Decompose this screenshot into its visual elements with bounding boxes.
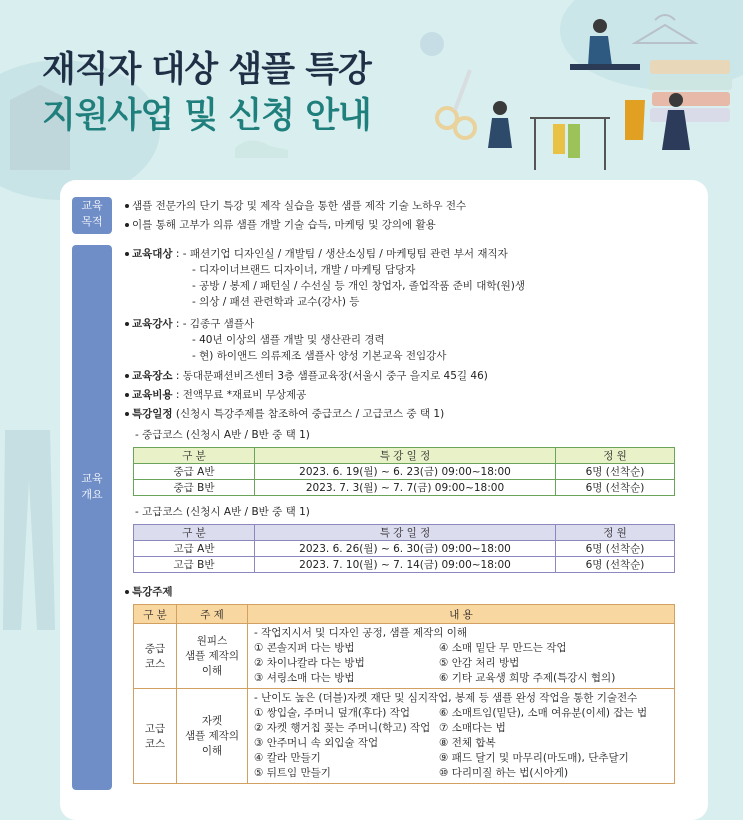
content-cell: - 작업지시서 및 디자인 공정, 샘플 제작의 이해 ① 콘솔지퍼 다는 방법 ② 차이나칼라 다는 방법 ③ 셔링소매 다는 방법 ④ 소매 밑단 무 만드는 작업 ⑤ 안감 처리 방법 ⑥ 기타 교육생 희망 주제(특강시 협의) — [248, 624, 675, 689]
course-cell: 고급 코스 — [134, 689, 177, 784]
cost-line: 교육비용 : 전액무료 *재료비 무상제공 — [125, 388, 306, 403]
title-line2: 지원사업 및 신청 안내 — [42, 96, 371, 136]
table-header: 구 분 — [134, 525, 255, 541]
course-cell: 중급 코스 — [134, 624, 177, 689]
target-line: - 디자이너브랜드 디자이너, 개발 / 마케팅 담당자 — [192, 264, 416, 276]
lecturer-line: - 40년 이상의 샘플 개발 및 생산관리 경력 — [192, 334, 385, 346]
purpose-line: 이를 통해 고부가 의류 샘플 개발 기술 습득, 마케팅 및 강의에 활용 — [125, 218, 436, 233]
table-header: 내 용 — [248, 605, 675, 624]
target-line: - 공방 / 봉제 / 패턴실 / 수선실 등 개인 창업자, 졸업작품 준비 대학(원)생 — [192, 280, 526, 292]
purpose-line: 샘플 전문가의 단기 특강 및 제작 실습을 통한 샘플 제작 기술 노하우 전수 — [125, 199, 466, 214]
topics-heading: 특강주제 — [125, 585, 173, 600]
table-header: 구 분 — [134, 448, 255, 464]
purpose-label-line2: 목적 — [81, 215, 103, 228]
table-row: 고급 A반 2023. 6. 26(월) ~ 6. 30(금) 09:00~18:00 6명 (선착순) — [134, 541, 675, 557]
topics-table — [133, 604, 675, 784]
table-header: 정 원 — [556, 448, 675, 464]
table-header: 구 분 — [134, 605, 177, 624]
overview-label — [72, 245, 112, 790]
place-line: 교육장소 : 동대문패션비즈센터 3층 샘플교육장(서울시 중구 을지로 45길 46) — [125, 369, 488, 384]
table-header: 주 제 — [177, 605, 248, 624]
table-row: 중급 B반 2023. 7. 3(월) ~ 7. 7(금) 09:00~18:00 6명 (선착순) — [134, 480, 675, 496]
page-title — [42, 48, 371, 140]
adv-course-caption: - 고급코스 (신청시 A반 / B반 중 택 1) — [135, 506, 310, 518]
title-line1: 재직자 대상 샘플 특강 — [42, 50, 371, 90]
table-header: 특 강 일 정 — [255, 448, 556, 464]
subject-cell: 자켓 샘플 제작의 이해 — [177, 689, 248, 784]
purpose-label — [72, 197, 112, 234]
target-line: - 의상 / 패션 관련학과 교수(강사) 등 — [192, 296, 360, 308]
adv-schedule-table — [133, 524, 675, 573]
content-cell: - 난이도 높은 (더블)자켓 재단 및 심지작업, 봉제 등 샘플 완성 작업을 통한 기술전수 ① 쌍입술, 주머니 덮개(후다) 작업 ② 자켓 행거칩 꽂는 주머니(학고) 작업 ③ 안주머니 속 외입술 작업 ④ 칼라 만들기 ⑤ 뒤트임 만들기 ⑥ 소매트임(밑단), 소매 여유분(이세) 잡는 법 ⑦ 소매다는 법 ⑧ 전체 합복 ⑨ 패드 달기 및 마무리(마도매), 단추달기 ⑩ 다리미질 하는 법(시아게) — [248, 689, 675, 784]
subject-cell: 원피스 샘플 제작의 이해 — [177, 624, 248, 689]
schedule-line: 특강일정 (신청시 특강주제를 참조하여 중급코스 / 고급코스 중 택 1) — [125, 407, 444, 422]
target-line: 교육대상 : - 패션기업 디자인실 / 개발팀 / 생산소싱팀 / 마케팅팀 관련 부서 재직자 — [125, 247, 508, 262]
table-row — [134, 624, 675, 689]
lecturer-line: 교육강사 : - 김종구 샘플사 — [125, 317, 254, 332]
overview-label-line2: 개요 — [81, 488, 103, 501]
table-row: 고급 B반 2023. 7. 10(월) ~ 7. 14(금) 09:00~18:00 6명 (선착순) — [134, 557, 675, 573]
mid-schedule-table — [133, 447, 675, 496]
table-header: 특 강 일 정 — [255, 525, 556, 541]
table-row: 중급 A반 2023. 6. 19(월) ~ 6. 23(금) 09:00~18:00 6명 (선착순) — [134, 464, 675, 480]
lecturer-line: - 현) 하이앤드 의류제조 샘플사 양성 기본교육 전임강사 — [192, 350, 447, 362]
pants-illustration — [0, 420, 60, 640]
mid-course-caption: - 중급코스 (신청시 A반 / B반 중 택 1) — [135, 429, 310, 441]
table-header: 정 원 — [556, 525, 675, 541]
overview-label-line1: 교육 — [81, 472, 103, 485]
purpose-label-line1: 교육 — [81, 199, 103, 212]
table-row — [134, 689, 675, 784]
